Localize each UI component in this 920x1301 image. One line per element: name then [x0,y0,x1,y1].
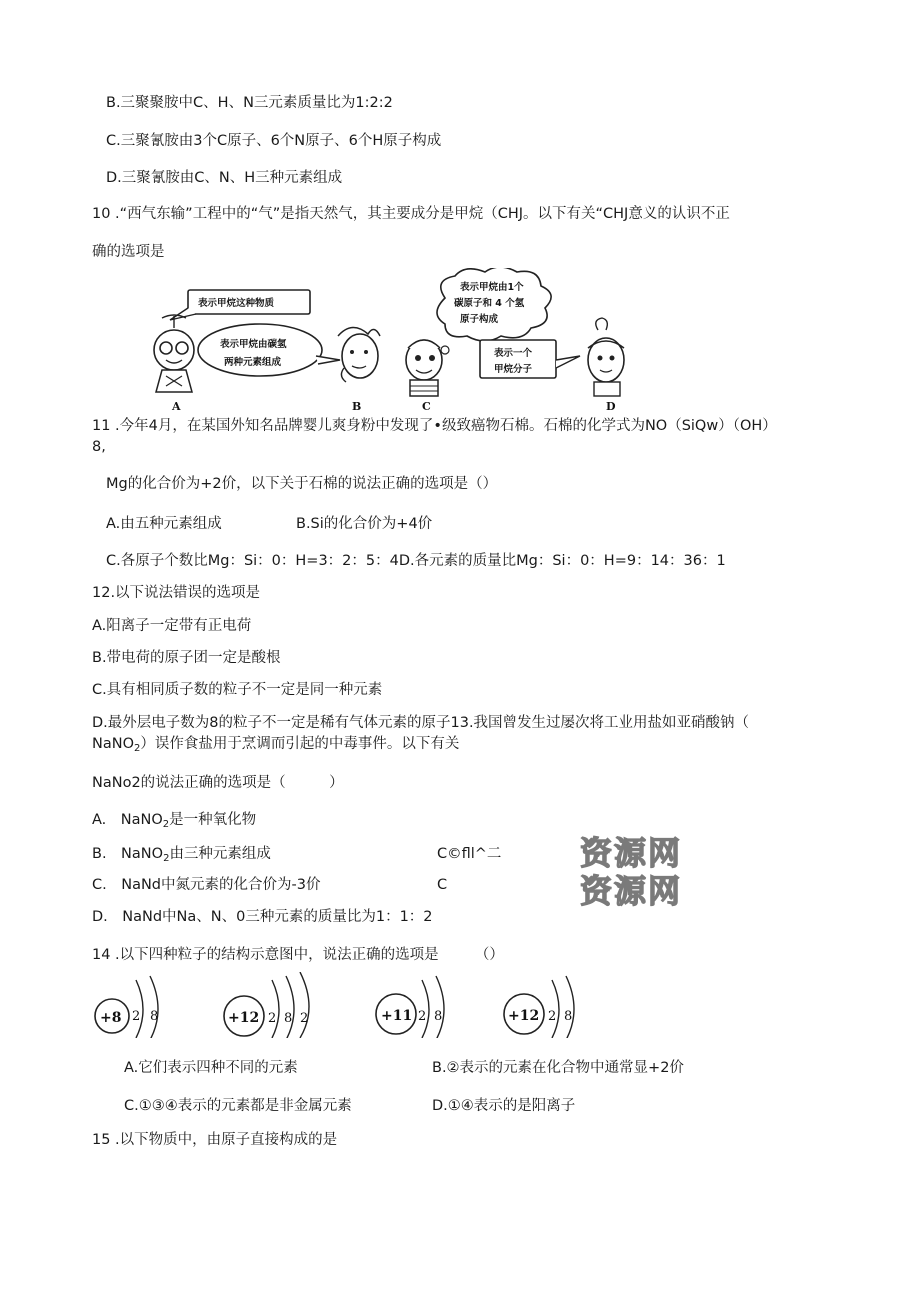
bubble-d-line2: 甲烷分子 [494,364,533,375]
q12-stem: 12.以下说法错误的选项是 [92,585,261,601]
q12-option-c: C.具有相同质子数的粒子不一定是同一种元素 [92,682,383,698]
bubble-c-line2: 碳原子和 4 个氢 [454,298,525,309]
watermark-line2: 资源网 [580,872,683,910]
bubble-b-line1: 表示甲烷由碳氢 [220,339,287,350]
atom-3-nucleus: +11 [381,1008,413,1024]
q13-option-a: A. NaNO$_2$是一种氧化物 [92,812,257,830]
q10-stem-line2: 确的选项是 [92,244,165,260]
character-a [154,315,194,392]
q11-stem-line2: 8, [92,439,106,455]
atom-4-shell-1: 2 [548,1009,557,1024]
character-c [406,340,442,396]
methane-cartoon-figure [140,268,640,416]
atom-2-shell-3: 2 [300,1011,309,1026]
atom-1-shell-2: 8 [150,1009,159,1024]
q15-stem: 15 .以下物质中，由原子直接构成的是 [92,1132,338,1148]
label-b: B [352,400,362,413]
label-d: D [606,400,616,413]
atom-4 [504,976,574,1038]
bubble-a-text: 表示甲烷这种物质 [198,298,275,309]
atom-4-shell-2: 8 [564,1009,573,1024]
atom-2-nucleus: +12 [228,1010,260,1026]
bubble-b-line2: 两种元素组成 [224,357,282,368]
q14-stem: 14 .以下四种粒子的结构示意图中，说法正确的选项是 （） [92,947,504,963]
watermark-logo [578,830,702,910]
q13-option-b: B. NaNO$_2$由三种元素组成 [92,846,271,864]
q13-option-b-noise: C©fll^二 [437,846,502,862]
q13-option-c: C. NaNd中氮元素的化合价为-3价 [92,877,321,893]
bubble-b [198,324,322,376]
q11-stem-line3: Mg的化合价为+2价，以下关于石棉的说法正确的选项是（） [106,476,498,492]
q11-option-b: B.Si的化合价为+4价 [296,516,433,532]
atom-4-nucleus: +12 [508,1008,540,1024]
watermark-line1: 资源网 [580,834,683,872]
q13-option-d: D. NaNd中Na、N、0三种元素的质量比为1：1：2 [92,909,433,925]
atom-3 [376,976,444,1038]
bubble-c-line3: 原子构成 [460,314,499,325]
q10-stem-line1: 10 .“西气东输”工程中的“气”是指天然气，其主要成分是甲烷（CHJ。以下有关“CHJ意义的认识不正 [92,206,730,222]
label-c: C [422,400,431,413]
q14-option-b: B.②表示的元素在化合物中通常显+2价 [432,1060,684,1076]
q12-option-d: D.最外层电子数为8的粒子不一定是稀有气体元素的原子13.我国曾发生过屡次将工业用盐如亚硝酸钠（ [92,715,750,731]
q9-option-c: C.三聚氰胺由3个C原子、6个N原子、6个H原子构成 [106,133,442,149]
q12-option-a: A.阳离子一定带有正电荷 [92,618,252,634]
atom-2-shell-1: 2 [268,1011,277,1026]
q14-option-d: D.①④表示的是阳离子 [432,1098,576,1114]
atom-1-nucleus: +8 [100,1010,122,1026]
q9-option-b: B.三聚聚胺中C、H、N三元素质量比为1:2:2 [106,95,393,111]
bubble-d-line1: 表示一个 [494,348,533,359]
q13-option-c-noise: C [437,877,448,893]
q13-stem: NaNo2的说法正确的选项是（ ） [92,775,344,791]
q14-option-a: A.它们表示四种不同的元素 [124,1060,298,1076]
atom-2-shell-2: 8 [284,1011,293,1026]
atom-2 [224,972,309,1038]
atom-1-shell-1: 2 [132,1009,141,1024]
atom-3-shell-1: 2 [418,1009,427,1024]
bubble-c-line1: 表示甲烷由1个 [460,282,524,293]
character-b [338,327,380,382]
atom-3-shell-2: 8 [434,1009,443,1024]
atom-1 [95,976,158,1038]
character-d [588,318,624,396]
q14-option-c: C.①③④表示的元素都是非金属元素 [124,1098,352,1114]
label-a: A [172,400,181,413]
q9-option-d: D.三聚氰胺由C、N、H三种元素组成 [106,170,343,186]
q12-option-d-line2: NaNO$_2$）误作食盐用于烹调而引起的中毒事件。以下有关 [92,736,460,754]
q11-option-a: A.由五种元素组成 [106,516,222,532]
q12-option-b: B.带电荷的原子团一定是酸根 [92,650,281,666]
q11-stem-line1: 11 .今年4月，在某国外知名品牌婴儿爽身粉中发现了•级致癌物石棉。石棉的化学式为NO（SiQw）（OH） [92,418,777,434]
atom-structure-diagrams [92,972,612,1038]
q11-option-cd: C.各原子个数比Mg：Si：0：H=3：2：5：4D.各元素的质量比Mg：Si：0：H=9：14：36：1 [106,553,726,569]
